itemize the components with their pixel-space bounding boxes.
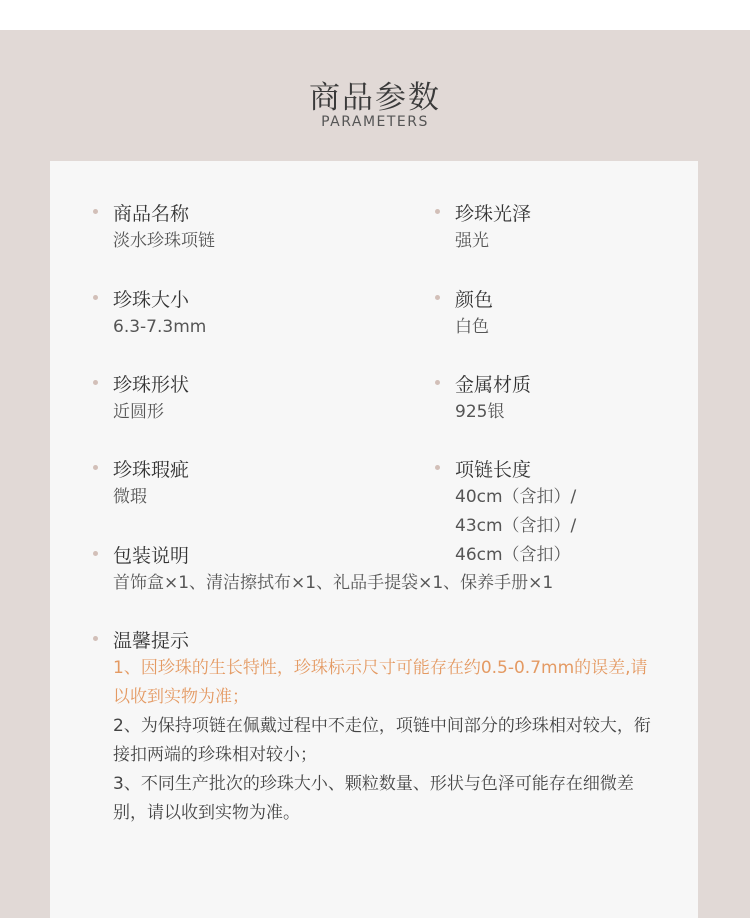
param-value: 强光 — [455, 231, 489, 251]
param-luster — [455, 201, 531, 256]
param-value: 首饰盒×1、清洁擦拭布×1、礼品手提袋×1、保养手册×1 — [113, 573, 554, 593]
param-label: 颜色 — [455, 289, 494, 311]
param-value-line: 40cm（含扣）/ — [455, 487, 577, 507]
param-color — [455, 287, 493, 342]
param-label: 珍珠大小 — [113, 289, 190, 311]
param-label: 项链长度 — [455, 459, 532, 481]
param-value-line: 43cm（含扣）/ — [455, 516, 577, 536]
bullet-dot-icon — [435, 209, 440, 214]
param-value: 微瑕 — [113, 487, 147, 507]
tip-note-highlight: 1、因珍珠的生长特性，珍珠标示尺寸可能存在约0.5-0.7mm的误差,请以收到实物为准； — [113, 658, 648, 707]
param-name — [113, 201, 215, 256]
bullet-dot-icon — [93, 380, 98, 385]
param-flaw — [113, 457, 189, 512]
param-label: 珍珠形状 — [113, 374, 190, 396]
param-label: 珍珠瑕疵 — [113, 459, 190, 481]
tips-label: 温馨提示 — [113, 630, 190, 652]
param-label: 珍珠光泽 — [455, 203, 532, 225]
bullet-dot-icon — [435, 380, 440, 385]
param-value: 淡水珍珠项链 — [113, 231, 215, 251]
param-label: 商品名称 — [113, 203, 190, 225]
param-packaging — [113, 543, 553, 598]
bullet-dot-icon — [93, 209, 98, 214]
param-label: 包装说明 — [113, 545, 190, 567]
bullet-dot-icon — [93, 551, 98, 556]
tip-note: 2、为保持项链在佩戴过程中不走位，项链中间部分的珍珠相对较大，衔接扣两端的珍珠相对较小； — [113, 716, 651, 765]
bullet-dot-icon — [93, 636, 98, 641]
param-label: 金属材质 — [455, 374, 532, 396]
bullet-dot-icon — [93, 295, 98, 300]
param-value: 6.3-7.3mm — [113, 317, 207, 337]
param-value-line: 46cm（含扣） — [455, 545, 571, 565]
section-subtitle: PARAMETERS — [321, 114, 429, 130]
param-shape — [113, 372, 189, 427]
tip-note: 3、不同生产批次的珍珠大小、颗粒数量、形状与色泽可能存在细微差别，请以收到实物为准。 — [113, 774, 634, 823]
bullet-dot-icon — [435, 465, 440, 470]
param-value: 白色 — [455, 317, 489, 337]
tips-section — [113, 628, 658, 828]
bullet-dot-icon — [93, 465, 98, 470]
param-value: 近圆形 — [113, 402, 164, 422]
param-metal — [455, 372, 531, 427]
param-size — [113, 287, 206, 342]
param-value: 925银 — [455, 402, 505, 422]
bullet-dot-icon — [435, 295, 440, 300]
section-title: 商品参数 — [309, 80, 441, 116]
